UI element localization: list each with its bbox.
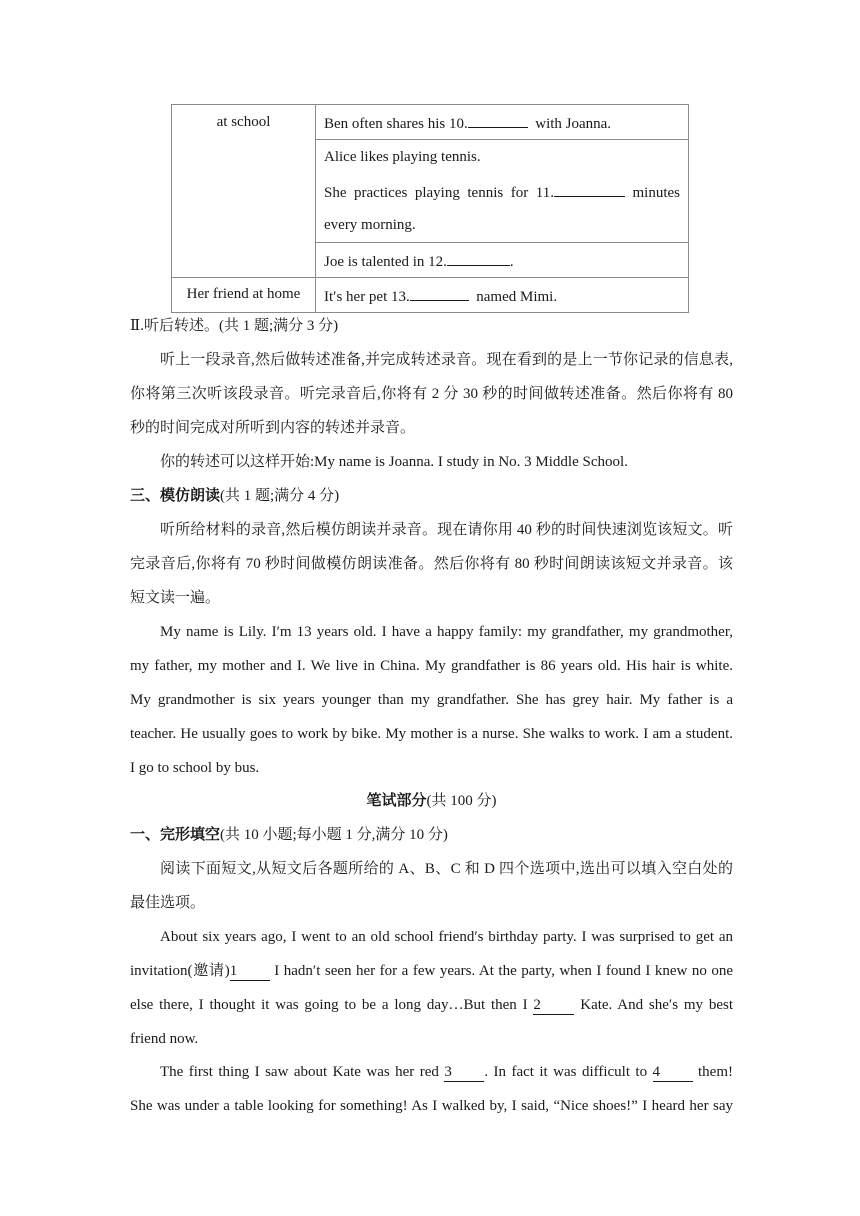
blank-1: 1 (230, 962, 270, 981)
table-cell-at-school: at school (172, 105, 316, 278)
info-table (171, 104, 689, 313)
answer-blank-11 (554, 174, 625, 197)
cloze-text: them! (692, 1064, 733, 1080)
heading-bold: 一、完形填空 (130, 827, 221, 843)
cloze-line: She was under a table looking for something! As I walked by, I said, “Nice shoes!” I heard her say (130, 1098, 733, 1114)
passage-line: my father, my mother and I. We live in China. My grandfather is 86 years old. His hair is white. (130, 658, 733, 674)
answer-blank-10 (468, 105, 528, 128)
table-text: with Joanna. (535, 116, 612, 132)
title-bold: 笔试部分 (366, 793, 427, 809)
passage-line: teacher. He usually goes to work by bike. My mother is a nurse. She walks to work. I am a student. (130, 726, 733, 742)
table-text: minutes (632, 185, 680, 201)
table-text: every morning. (324, 217, 416, 233)
table-cell (316, 140, 689, 243)
table-text: named Mimi. (476, 289, 558, 305)
cloze-text: Kate. And she′s my best (574, 997, 734, 1013)
blank-2: 2 (533, 996, 574, 1015)
table-row (172, 105, 689, 140)
heading-bold: 三、模仿朗读 (130, 488, 221, 504)
cloze-line (130, 961, 733, 981)
table-cell (316, 278, 689, 313)
paragraph-line: 听所给材料的录音,然后模仿朗读并录音。现在请你用 40 秒的时间快速浏览该短文。听 (160, 522, 733, 538)
title-rest: (共 100 分) (426, 793, 497, 809)
table-row (172, 278, 689, 313)
blank-4: 4 (653, 1063, 693, 1082)
answer-blank-13 (410, 278, 469, 301)
table-text: She practices playing tennis for 11. (324, 185, 554, 201)
paragraph-line: 阅读下面短文,从短文后各题所给的 A、B、C 和 D 四个选项中,选出可以填入空白处的 (160, 861, 733, 877)
table-cell (316, 243, 689, 278)
paragraph-line: 完录音后,你将有 70 秒时间做模仿朗读准备。然后你将有 80 秒时间朗读该短文并录音。该 (130, 556, 733, 572)
table-text: It′s her pet 13. (324, 289, 410, 305)
passage-line: My grandmother is six years younger than my grandfather. She has grey hair. My father is a (130, 692, 733, 708)
table-text: Joe is talented in 12. (324, 254, 447, 270)
passage-line: My name is Lily. I′m 13 years old. I have a happy family: my grandfather, my grandmother, (160, 624, 733, 640)
section-heading-cloze (130, 825, 733, 845)
paragraph-line: 短文读一遍。 (130, 590, 221, 606)
cloze-text: else there, I thought it was going to be a long day…But then I (130, 997, 534, 1013)
heading-rest: (共 10 小题;每小题 1 分,满分 10 分) (220, 827, 448, 843)
table-text: . (509, 254, 514, 270)
table-text: Ben often shares his 10. (324, 116, 468, 132)
passage-line: I go to school by bus. (130, 760, 260, 776)
cloze-text: The first thing I saw about Kate was her red (160, 1064, 445, 1080)
paragraph-line: 听上一段录音,然后做转述准备,并完成转述录音。现在看到的是上一节你记录的信息表, (160, 352, 733, 368)
cloze-line: About six years ago, I went to an old school friend′s birthday party. I was surprised to get an (160, 929, 733, 945)
table-cell-her-friend-at-home: Her friend at home (172, 278, 316, 313)
heading-rest: (共 1 题;满分 4 分) (220, 488, 340, 504)
written-part-title (130, 791, 733, 811)
cloze-line: friend now. (130, 1031, 199, 1047)
cloze-line (160, 1062, 733, 1082)
paragraph-line: 秒的时间完成对所听到内容的转述并录音。 (130, 420, 416, 436)
table-text: Alice likes playing tennis. (324, 149, 481, 165)
blank-3: 3 (444, 1063, 484, 1082)
section-heading-read-aloud (130, 486, 733, 506)
section-heading-retell: Ⅱ.听后转述。(共 1 题;满分 3 分) (130, 318, 339, 334)
cloze-line (130, 995, 733, 1015)
paragraph-line: 最佳选项。 (130, 895, 206, 911)
paragraph-line: 你将第三次听该段录音。听完录音后,你将有 2 分 30 秒的时间做转述准备。然后你将有 80 (130, 386, 733, 402)
cloze-text: . In fact it was difficult to (484, 1064, 653, 1080)
answer-blank-12 (447, 243, 510, 266)
cloze-text: I hadn′t seen her for a few years. At the party, when I found I knew no one (269, 963, 733, 979)
table-cell (316, 105, 689, 140)
cloze-text: invitation(邀请) (130, 963, 230, 979)
paragraph-line: 你的转述可以这样开始:My name is Joanna. I study in No. 3 Middle School. (160, 454, 628, 470)
